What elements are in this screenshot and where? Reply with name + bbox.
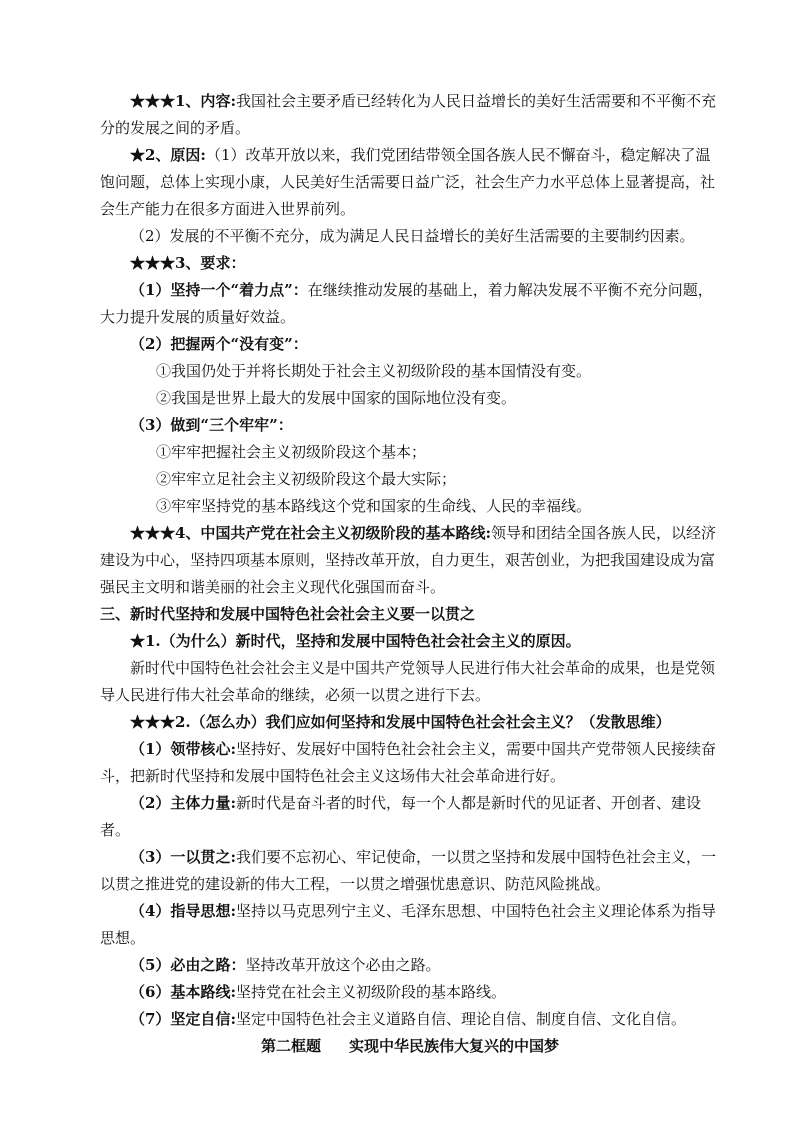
answer-label: （5）必由之路： xyxy=(130,956,246,974)
answer-item-7 xyxy=(100,1006,720,1033)
list-item: ①我国仍处于并将长期处于社会主义初级阶段的基本国情没有变。 xyxy=(156,362,592,380)
answer-label: （2）主体力量: xyxy=(130,794,236,812)
document-page xyxy=(100,88,720,1075)
paragraph-content xyxy=(100,88,720,142)
text-content: 我国社会主要矛盾已经转化为人民日益增长的美好生活需要和不平衡不充分的发展之间的矛盾。 xyxy=(100,92,716,137)
answer-label: （3）一以贯之: xyxy=(130,848,236,866)
answer-text: 新时代是奋斗者的时代，每一个人都是新时代的见证者、开创者、建设者。 xyxy=(100,794,701,839)
text-cause-1: （1）改革开放以来，我们党团结带领全国各族人民不懈奋斗，稳定解决了温饱问题，总体上实现小康，人民美好生活需要日益广泛，社会生产力水平总体上显著提高，社会生产能力在很多方面进入世界前列。 xyxy=(100,146,716,218)
text-basic-line: 领导和团结全国各族人民，以经济建设为中心，坚持四项基本原则，坚持改革开放，自力更生，艰苦创业，为把我国建设成为富强民主文明和谐美丽的社会主义现代化强国而奋斗。 xyxy=(100,524,716,596)
list-item: ②我国是世界上最大的发展中国家的国际地位没有变。 xyxy=(156,389,517,407)
list-item: ③牢牢坚持党的基本路线这个党和国家的生命线、人民的幸福线。 xyxy=(156,497,592,515)
heading-req-3: （3）做到“三个牢牢”： xyxy=(130,416,293,434)
paragraph-cause-2 xyxy=(100,223,720,250)
answer-item-4 xyxy=(100,898,720,952)
question-1-answer: 新时代中国特色社会社会主义是中国共产党领导人民进行伟大社会革命的成果，也是党领导人民进行伟大社会革命的继续，必须一以贯之进行下去。 xyxy=(100,659,716,704)
heading-requirements: ★★★3、要求： xyxy=(130,254,246,272)
next-chapter-title xyxy=(100,1033,720,1060)
answer-label: （4）指导思想: xyxy=(130,902,236,920)
answer-item-5 xyxy=(100,952,720,979)
text-req-1: 在继续推动发展的基础上，着力解决发展不平衡不充分问题，大力提升发展的质量好效益。 xyxy=(100,281,713,326)
answer-label: （6）基本路线: xyxy=(130,983,236,1001)
answer-text: 坚定中国特色社会主义道路自信、理论自信、制度自信、文化自信。 xyxy=(235,1010,686,1028)
chapter-label: 第二框题 xyxy=(260,1037,321,1055)
answer-label: （7）坚定自信: xyxy=(130,1010,236,1028)
label-cause: ★2、原因: xyxy=(130,146,206,164)
answer-item-1 xyxy=(100,736,720,790)
heading-req-2: （2）把握两个“没有变”： xyxy=(130,335,308,353)
paragraph-basic-line xyxy=(100,520,720,601)
paragraph-cause-1 xyxy=(100,142,720,223)
answer-item-6 xyxy=(100,979,720,1006)
question-2-title: ★★★2.（怎么办）我们应如何坚持和发展中国特色社会社会主义？（发散思维） xyxy=(130,713,671,731)
answer-item-3 xyxy=(100,844,720,898)
answer-text: 坚持改革开放这个必由之路。 xyxy=(245,956,441,974)
question-1-title: ★1.（为什么）新时代，坚持和发展中国特色社会社会主义的原因。 xyxy=(130,632,581,650)
text-cause-2: （2）发展的不平衡不充分，成为满足人民日益增长的美好生活需要的主要制约因素。 xyxy=(130,227,695,245)
answer-label: （1）领带核心: xyxy=(130,740,236,758)
answer-text: 我们要不忘初心、牢记使命，一以贯之坚持和发展中国特色社会主义，一以贯之推进党的建设新的伟大工程，一以贯之增强忧患意识、防范风险挑战。 xyxy=(100,848,716,893)
list-item: ②牢牢立足社会主义初级阶段这个最大实际； xyxy=(156,470,457,488)
answer-text: 坚持以马克思列宁主义、毛泽东思想、中国特色社会主义理论体系为指导思想。 xyxy=(100,902,716,947)
section-3-heading: 三、新时代坚持和发展中国特色社会社会主义要一以贯之 xyxy=(100,605,476,623)
answer-text: 坚持党在社会主义初级阶段的基本路线。 xyxy=(235,983,506,1001)
answer-text: 坚持好、发展好中国特色社会社会主义，需要中国共产党带领人民接续奋斗，把新时代坚持和发展中国特色社会主义这场伟大社会革命进行好。 xyxy=(100,740,716,785)
label-basic-line: ★★★4、中国共产党在社会主义初级阶段的基本路线: xyxy=(130,524,491,542)
chapter-name: 实现中华民族伟大复兴的中国梦 xyxy=(349,1037,560,1055)
list-item: ①牢牢把握社会主义初级阶段这个基本； xyxy=(156,443,427,461)
label-content: ★★★1、内容: xyxy=(130,92,236,110)
answer-item-2 xyxy=(100,790,720,844)
paragraph-req-1 xyxy=(100,277,720,331)
label-req-1: （1）坚持一个“着力点”： xyxy=(130,281,308,299)
